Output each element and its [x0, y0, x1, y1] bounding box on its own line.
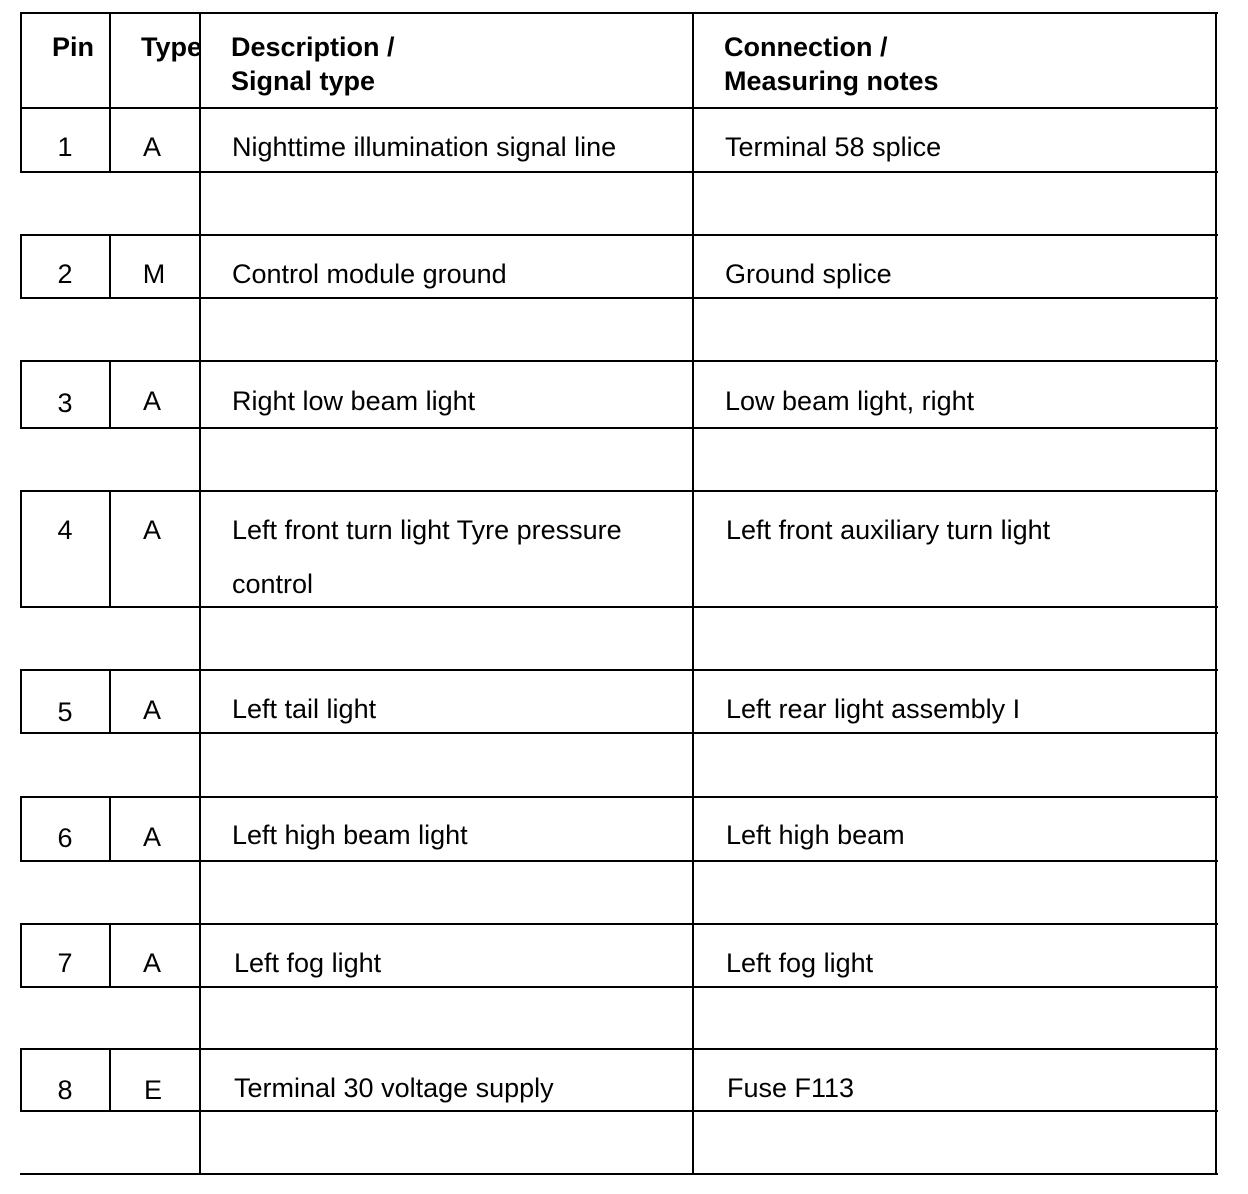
row-8-connection: Fuse F113: [727, 1073, 855, 1103]
header-connection-line1: Connection /: [724, 32, 888, 62]
row-5-type: A: [142, 695, 161, 725]
row-7-connection: Left fog light: [726, 948, 874, 978]
row-2-type: M: [142, 259, 166, 289]
row-3-description: Right low beam light: [232, 386, 476, 416]
header-description-line2: Signal type: [231, 66, 376, 96]
row-3-type: A: [142, 386, 161, 416]
row-1-type: A: [142, 132, 161, 162]
row-1-pin: 1: [57, 132, 73, 162]
row-8-pin: 8: [57, 1075, 73, 1105]
row-7-description: Left fog light: [234, 948, 382, 978]
row-4-type: A: [142, 515, 161, 545]
row-6-connection: Left high beam: [726, 820, 905, 850]
row-2-description: Control module ground: [232, 259, 507, 289]
rule-description-connection: [692, 12, 694, 1175]
row-3-pin: 3: [57, 388, 73, 418]
row-6-pin: 6: [57, 823, 73, 853]
rule-type-description: [199, 12, 201, 1175]
header-connection-line2: Measuring notes: [724, 66, 939, 96]
rule-right: [1215, 12, 1217, 1175]
row-5-pin: 5: [57, 697, 73, 727]
row-5-description: Left tail light: [232, 694, 377, 724]
header-pin: Pin: [52, 32, 95, 62]
row-7-pin: 7: [57, 948, 73, 978]
row-8-description: Terminal 30 voltage supply: [234, 1073, 554, 1103]
row-2-connection: Ground splice: [725, 259, 892, 289]
rule-pin-type: [109, 490, 111, 608]
row-2-pin: 2: [57, 259, 73, 289]
row-4-description: Left front turn light Tyre pressure control: [232, 515, 622, 599]
header-description-line1: Description /: [231, 32, 395, 62]
row-3-connection: Low beam light, right: [725, 386, 975, 416]
row-4-pin: 4: [57, 515, 73, 545]
row-6-type: A: [142, 822, 161, 852]
row-8-type: E: [143, 1075, 162, 1105]
row-4-connection: Left front auxiliary turn light: [726, 515, 1051, 545]
row-1-connection: Terminal 58 splice: [725, 132, 942, 162]
row-1-description: Nighttime illumination signal line: [232, 132, 617, 162]
row-5-connection: Left rear light assembly I: [726, 694, 1021, 724]
row-6-description: Left high beam light: [232, 820, 468, 850]
header-type: Type: [141, 32, 203, 62]
rule-left: [20, 490, 22, 608]
row-7-type: A: [142, 948, 161, 978]
